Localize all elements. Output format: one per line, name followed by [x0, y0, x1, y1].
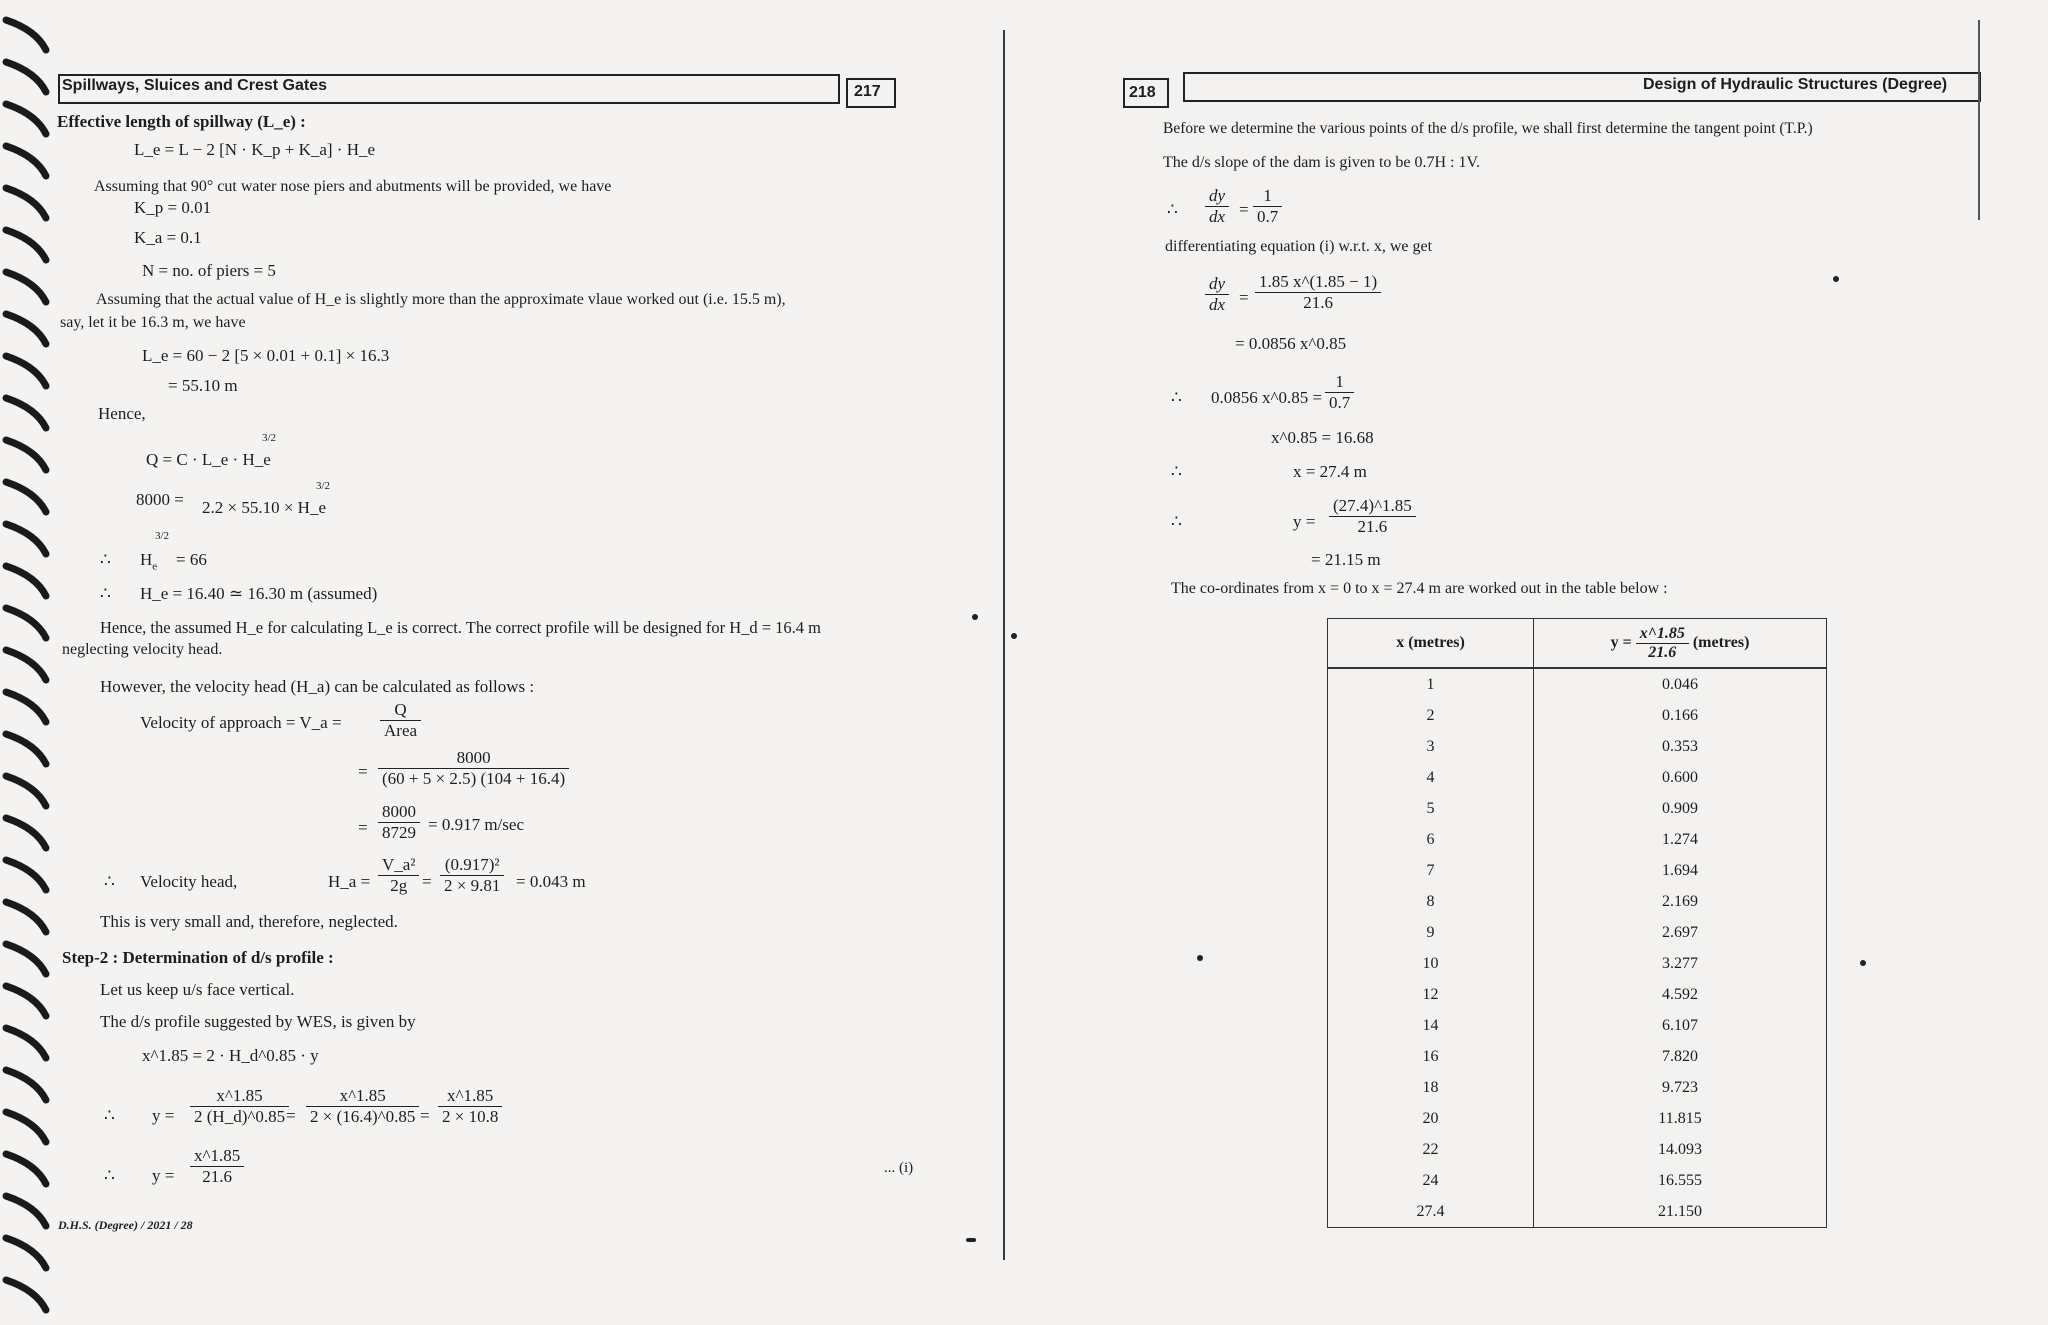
- dydx-den: dx: [1209, 207, 1226, 226]
- table-cell-y: 2.697: [1534, 917, 1827, 948]
- right-page: 218 Design of Hydraulic Structures (Degree) Before we determine the various points of the d/s profile, we shall first determine the tangent point (T.P.) The d/s slope of the dam is given to be 0.7H : 1V. ∴ $\frac{dy}{dx}$ = $\frac{1}{0.7}$ differentiating equation (i) w.r.t. x, we get $\frac{dy}{dx}$ = $\frac{1.85 x\^{}(1.85 - 1)}{21.6}$ = 0.0856 x^0.85 ∴ 0.0856 x^0.85 = $\frac{1}{0.7}$ x^0.85 = 16.68 ∴ x = 27.4 m ∴ y = $\frac{(27.4)\^{}1.85}{21.6}$ = 21.15 m The co-ordinates from x = 0 to x = 27.4 m are worked out in the table below :: [1005, 0, 2048, 1325]
- table-cell-x: 16: [1328, 1041, 1534, 1072]
- table-cell-y: 7.820: [1534, 1041, 1827, 1072]
- table-cell-x: 27.4: [1328, 1196, 1534, 1228]
- table-cell-y: 3.277: [1534, 948, 1827, 979]
- x085-eq: x^0.85 = 16.68: [1271, 428, 1374, 447]
- speck: [1011, 633, 1017, 639]
- spiral-binding: [0, 0, 60, 1325]
- table-cell-x: 18: [1328, 1072, 1534, 1103]
- frac-8729: 8729: [382, 823, 416, 842]
- y-eq-lhs-2: y =: [152, 1166, 175, 1185]
- hence-correct-line2: neglecting velocity head.: [62, 641, 223, 658]
- table-cell-y: 2.169: [1534, 886, 1827, 917]
- le-calc: L_e = 60 − 2 [5 × 0.01 + 0.1] × 16.3: [142, 346, 390, 365]
- y-den: 21.6: [1357, 517, 1388, 536]
- table-cell-x: 2: [1328, 700, 1534, 731]
- table-row: [1328, 668, 1827, 700]
- table-row: [1328, 793, 1827, 824]
- frac-area: Area: [384, 721, 418, 740]
- coordinates-table: [1327, 618, 1827, 1228]
- table-cell-y: 9.723: [1534, 1072, 1827, 1103]
- frac-x185-d: x^1.85: [190, 1146, 244, 1167]
- eq-le: L_e = L − 2 [N · K_p + K_a] · H_e: [134, 140, 376, 159]
- ka-value: K_a = 0.1: [134, 228, 202, 247]
- assuming-piers: Assuming that 90° cut water nose piers and abutments will be provided, we have: [94, 178, 612, 195]
- dydx-num: dy: [1205, 186, 1229, 207]
- table-row: [1328, 700, 1827, 731]
- table-cell-x: 10: [1328, 948, 1534, 979]
- table-cell-x: 8: [1328, 886, 1534, 917]
- table-cell-y: 0.909: [1534, 793, 1827, 824]
- assuming-he-line2: say, let it be 16.3 m, we have: [60, 314, 246, 331]
- frac-den-164: 2 × (16.4)^0.85: [310, 1107, 416, 1126]
- deriv-den: 21.6: [1303, 293, 1333, 312]
- frac-8000-a: 8000: [378, 748, 569, 769]
- table-row: [1328, 1103, 1827, 1134]
- he-symbol: $H_e$: [140, 550, 158, 573]
- kp-value: K_p = 0.01: [134, 198, 212, 217]
- wes-equation: x^1.85 = 2 · H_d^0.85 · y: [142, 1046, 319, 1065]
- table-row: [1328, 1196, 1827, 1228]
- table-row: [1328, 948, 1827, 979]
- speck: [966, 1238, 976, 1242]
- frac-den-216: 21.6: [202, 1167, 232, 1186]
- ha-label: H_a =: [328, 872, 371, 891]
- frac-8000-b: 8000: [378, 802, 420, 823]
- n-value: N = no. of piers = 5: [142, 261, 276, 280]
- left-header-title: Spillways, Sluices and Crest Gates: [62, 77, 327, 94]
- ds-profile-wes: The d/s profile suggested by WES, is given by: [100, 1012, 416, 1031]
- frac-x185-a: x^1.85: [190, 1086, 289, 1107]
- deriv-num: 1.85 x^(1.85 − 1): [1255, 272, 1381, 293]
- table-cell-x: 24: [1328, 1165, 1534, 1196]
- ha-result: = 0.043 m: [516, 872, 586, 891]
- table-cell-x: 22: [1328, 1134, 1534, 1165]
- frac-x185-c: x^1.85: [438, 1086, 502, 1107]
- y-num: (27.4)^1.85: [1329, 496, 1416, 517]
- speck: [972, 614, 978, 620]
- q-8000-rhs: 2.2 × 55.10 × H_e: [202, 498, 326, 517]
- speck: [1860, 960, 1866, 966]
- slope-den: 0.7: [1257, 207, 1279, 226]
- q-8000-power: 3/2: [316, 480, 331, 492]
- velocity-head-label: Velocity head,: [140, 872, 238, 891]
- before-determine: Before we determine the various points of the d/s profile, we shall first determine the tangent point (T.P.): [1163, 120, 1813, 137]
- table-row: [1328, 1072, 1827, 1103]
- however-velocity: However, the velocity head (H_a) can be calculated as follows :: [100, 677, 535, 696]
- hence-correct-line1: Hence, the assumed H_e for calculating L_e is correct. The correct profile will be designed for H_d = 16.4 m: [100, 618, 821, 637]
- y-eq-lhs: y =: [152, 1106, 175, 1125]
- he-power: 3/2: [155, 530, 170, 542]
- table-row: [1328, 762, 1827, 793]
- table-row: [1328, 1134, 1827, 1165]
- table-cell-y: 16.555: [1534, 1165, 1827, 1196]
- frac-va2: V_a²: [378, 855, 419, 876]
- q-8000-lhs: 8000 =: [136, 490, 184, 509]
- table-cell-y: 4.592: [1534, 979, 1827, 1010]
- frac-den-hd: 2 (H_d)^0.85: [194, 1107, 286, 1126]
- left-page-number: 217: [854, 83, 881, 100]
- x-result: x = 27.4 m: [1293, 462, 1367, 481]
- table-cell-y: 6.107: [1534, 1010, 1827, 1041]
- table-cell-x: 4: [1328, 762, 1534, 793]
- deriv-result: = 0.0856 x^0.85: [1235, 334, 1347, 353]
- table-cell-y: 0.600: [1534, 762, 1827, 793]
- table-row: [1328, 886, 1827, 917]
- table-cell-x: 7: [1328, 855, 1534, 886]
- table-col-y-header: y = $\frac{x\^{}1.85}{21.6}$ (metres): [1534, 619, 1827, 669]
- left-footer: D.H.S. (Degree) / 2021 / 28: [58, 1218, 193, 1232]
- table-cell-y: 11.815: [1534, 1103, 1827, 1134]
- table-cell-x: 12: [1328, 979, 1534, 1010]
- table-row: [1328, 917, 1827, 948]
- eq-0856: 0.0856 x^0.85 =: [1211, 388, 1323, 407]
- table-cell-x: 14: [1328, 1010, 1534, 1041]
- table-row: [1328, 1010, 1827, 1041]
- frac-den-108: 2 × 10.8: [442, 1107, 499, 1126]
- table-cell-y: 0.353: [1534, 731, 1827, 762]
- table-row: [1328, 855, 1827, 886]
- he-result: H_e = 16.40 ≃ 16.30 m (assumed): [140, 584, 378, 603]
- differentiating: differentiating equation (i) w.r.t. x, we get: [1165, 238, 1433, 255]
- y-result: = 21.15 m: [1311, 550, 1381, 569]
- heading-effective-length: Effective length of spillway (L_e) :: [57, 112, 306, 131]
- frac-va-sq: (0.917)²: [440, 855, 504, 876]
- table-cell-y: 1.694: [1534, 855, 1827, 886]
- table-cell-x: 6: [1328, 824, 1534, 855]
- frac-2-981: 2 × 9.81: [444, 876, 501, 895]
- left-page: Spillways, Sluices and Crest Gates 217 Effective length of spillway (L_e) : L_e = L − 2 [N · K_p + K_a] · H_e Assuming that 90° cut water nose piers and abutments will be provided, we have K_p = 0.01 K_a = 0.1 N = no. of piers = 5 Assuming that the actual value of H_e is slightly more than the approximate vlaue worked out (i.e. 15.5 m), say, let it be 16.3 m, we have L_e = 60 − 2 [5 × 0.01 + 0.1] × 16.3 = 55.10 m Hence, Q = C · L_e · H_e 3/2 8000 = 2.2 × 55.10 × H_e 3/2 ∴ $H_e$ 3/2 = 66 ∴ H_e = 16.40 ≃ 16.30 m (assumed) Hence, the assumed H_e for calculating L_e is correct. The correct profile will be designed for H_d = 16.4 m neglecting velocity head. However, the velocity head (H_a) can be calculated as follows : Velocity of approach = V_a = $\frac{Q}{\text{Area}}$ = $\frac{8000}{(60 + 5 \times 2.5) (104 + 16.4)}$ = $\frac{8000}{8729}$ = 0.917 m/sec ∴ Velocity head, H_a = $\frac{\text{V\_a²}}{2g}$ = $\frac{\text{(0.917)²}}{2 \times 9.81}$ = 0.043 m This is very small and, therefore, neglected. Step-2 : Determination of d/s profile : Let us keep u/s face vertical. The d/s profile suggested by WES, is given by x^1.85 = 2 · H_d^0.85 · y ∴ y = $\frac{x\^{}1.85}{2 (H\_d)\^{}0.85}$ = $\frac{x\^{}1.85}{2 \times (16.4)\^{}0.85}$ = $\frac{x\^{}1.85}{2 \times 10.8}$ ∴ y = $\frac{x\^{}1.85}{21.6}$ ... (i) D.H.S. (Degree) / 2021 / 28: [0, 0, 1005, 1325]
- right-header-title: Design of Hydraulic Structures (Degree): [1643, 76, 1948, 93]
- ds-slope: The d/s slope of the dam is given to be 0.7H : 1V.: [1163, 154, 1480, 171]
- table-col-x-header: x (metres): [1328, 619, 1534, 669]
- right-page-number: 218: [1129, 84, 1156, 101]
- page-edge: [1978, 20, 1980, 220]
- speck: [1197, 955, 1203, 961]
- table-row: [1328, 731, 1827, 762]
- step2-heading: Step-2 : Determination of d/s profile :: [62, 948, 334, 967]
- frac-den-calc: (60 + 5 × 2.5) (104 + 16.4): [382, 769, 566, 788]
- coords-intro: The co-ordinates from x = 0 to x = 27.4 m are worked out in the table below :: [1171, 580, 1668, 597]
- table-cell-x: 1: [1328, 668, 1534, 700]
- assuming-he-line1: Assuming that the actual value of H_e is slightly more than the approximate vlaue worked out (i.e. 15.5 m),: [96, 291, 786, 308]
- frac-2g: 2g: [390, 876, 408, 895]
- table-cell-x: 5: [1328, 793, 1534, 824]
- velocity-label: Velocity of approach = V_a =: [140, 713, 342, 732]
- table-header-row: [1328, 619, 1827, 669]
- he-pow-eq: = 66: [176, 550, 207, 569]
- table-cell-x: 3: [1328, 731, 1534, 762]
- speck: [1833, 276, 1839, 282]
- q-eq-power: 3/2: [262, 432, 277, 444]
- table-cell-x: 20: [1328, 1103, 1534, 1134]
- table-row: [1328, 979, 1827, 1010]
- table-cell-x: 9: [1328, 917, 1534, 948]
- us-vertical: Let us keep u/s face vertical.: [100, 980, 295, 999]
- table-row: [1328, 1041, 1827, 1072]
- table-cell-y: 14.093: [1534, 1134, 1827, 1165]
- small-neglected: This is very small and, therefore, neglected.: [100, 912, 398, 931]
- table-row: [1328, 824, 1827, 855]
- frac-x185-b: x^1.85: [306, 1086, 419, 1107]
- va-result: = 0.917 m/sec: [428, 815, 524, 834]
- table-row: [1328, 1165, 1827, 1196]
- hence-label: Hence,: [98, 404, 146, 423]
- frac-q: Q: [380, 700, 421, 721]
- slope-num: 1: [1253, 186, 1282, 207]
- equation-tag-i: ... (i): [884, 1160, 914, 1176]
- q-equation: Q = C · L_e · H_e: [146, 450, 271, 469]
- table-cell-y: 1.274: [1534, 824, 1827, 855]
- table-cell-y: 0.166: [1534, 700, 1827, 731]
- table-cell-y: 21.150: [1534, 1196, 1827, 1228]
- le-result: = 55.10 m: [168, 376, 238, 395]
- table-cell-y: 0.046: [1534, 668, 1827, 700]
